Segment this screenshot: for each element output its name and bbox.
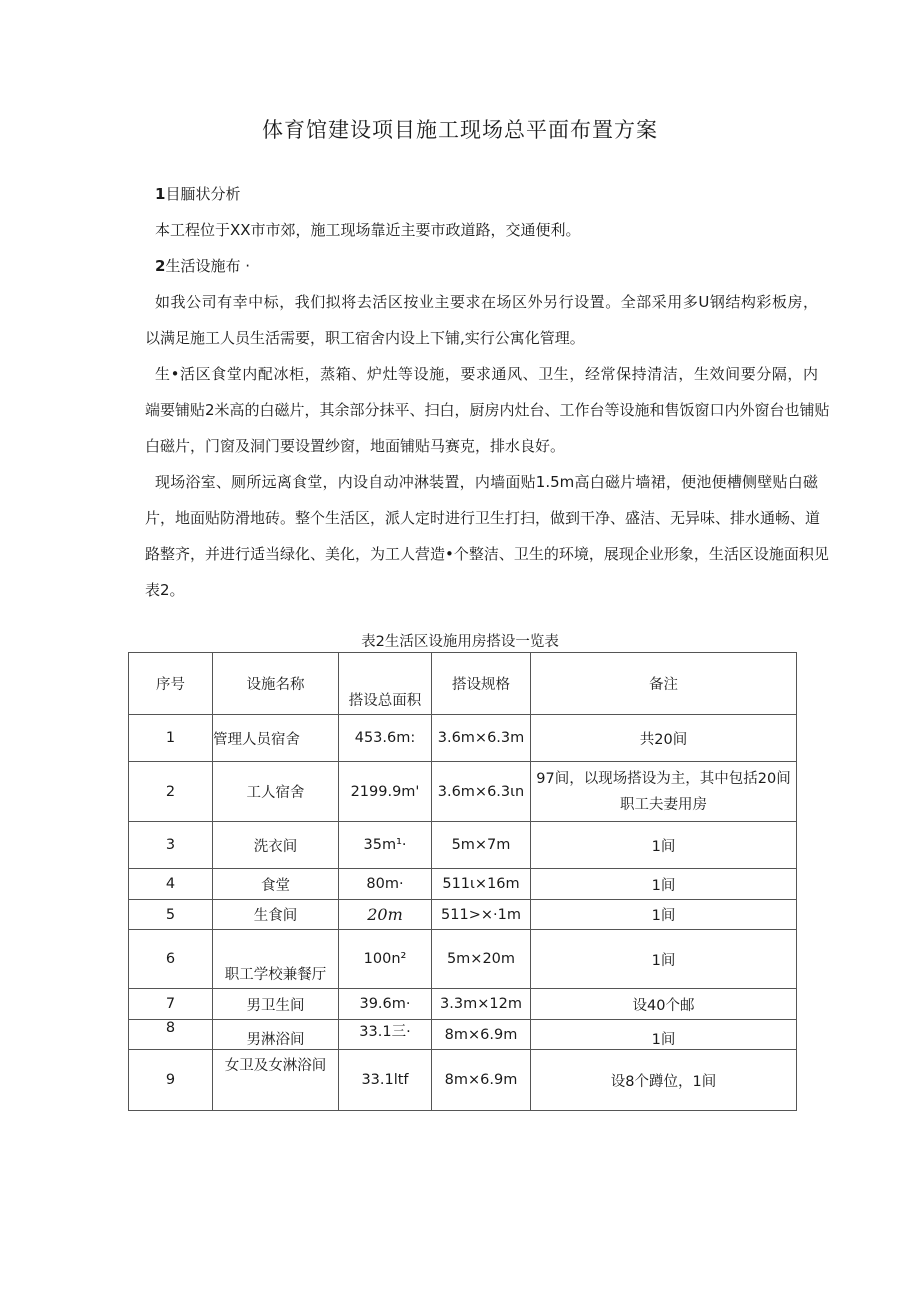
document-title: 体育馆建设项目施工现场总平面布置方案 [262, 118, 658, 142]
table-row [129, 869, 797, 900]
cell-index: 9 [129, 1050, 213, 1111]
table-row [129, 900, 797, 930]
table-row [129, 822, 797, 869]
cell-index: 2 [129, 762, 213, 822]
cell-index: 1 [129, 715, 213, 762]
cell-index: 4 [129, 869, 213, 900]
table-row [129, 930, 797, 989]
cell-name: 工人宿舍 [213, 762, 339, 822]
section-1-text: 本工程位于XX市市郊，施工现场靠近主要市政道路，交通便利。 [155, 221, 581, 239]
cell-spec: 3.6m×6.3m [432, 715, 531, 762]
section-title: 生活设施布 · [165, 257, 250, 275]
cell-area: 39.6m· [339, 989, 432, 1020]
cell-note: 1间 [531, 900, 797, 930]
cell-area: 100n² [339, 930, 432, 989]
section-heading-2 [155, 256, 818, 276]
cell-index: 6 [129, 930, 213, 989]
cell-spec: 511ι×16m [432, 869, 531, 900]
cell-area: 453.6m: [339, 715, 432, 762]
cell-spec: 5m×7m [432, 822, 531, 869]
cell-note: 1间 [531, 869, 797, 900]
paragraph-line: 端要铺贴2米高的白磁片，其余部分抹平、扫白，厨房内灶台、工作台等设施和售饭窗口内外窗台也铺贴 [145, 401, 830, 419]
paragraph-line: 片，地面贴防滑地砖。整个生活区，派人定时进行卫生打扫，做到干净、盛洁、无异味、排水通畅、道 [145, 509, 821, 527]
header-cell: 序号 [129, 653, 213, 715]
cell-note: 1间 [531, 930, 797, 989]
paragraph-line: 如我公司有幸中标，我们拟将去活区按业主要求在场区外另行设置。全部采用多U钢结构彩板房， [155, 293, 818, 311]
cell-index: 8 [129, 1020, 213, 1050]
cell-name: 男卫生间 [213, 989, 339, 1020]
cell-index: 3 [129, 822, 213, 869]
cell-area: 2199.9m' [339, 762, 432, 822]
cell-note: 设40个邮 [531, 989, 797, 1020]
header-cell: 搭设规格 [432, 653, 531, 715]
table-row [129, 715, 797, 762]
cell-index: 5 [129, 900, 213, 930]
cell-spec: 3.6m×6.3ιn [432, 762, 531, 822]
cell-area: 35m¹· [339, 822, 432, 869]
section-number: 1 [155, 185, 166, 203]
cell-name: 食堂 [213, 869, 339, 900]
cell-area: 80m· [339, 869, 432, 900]
header-cell: 备注 [531, 653, 797, 715]
cell-name: 洗衣间 [213, 822, 339, 869]
paragraph-line: 表2。 [145, 581, 185, 599]
cell-area: 33.1ltf [339, 1050, 432, 1111]
paragraph-line: 路整齐，并进行适当绿化、美化，为工人营造•个整洁、卫生的环境，展现企业形象，生活区设施面积见 [145, 545, 829, 563]
cell-area: 33.1三· [339, 1020, 432, 1050]
cell-spec: 3.3m×12m [432, 989, 531, 1020]
section-title: 目腼状分析 [165, 185, 241, 203]
table-row [129, 762, 797, 822]
table-caption: 表2生活区设施用房搭设一览表 [361, 634, 559, 650]
cell-spec: 8m×6.9m [432, 1020, 531, 1050]
cell-area: 20m [339, 900, 432, 930]
cell-note: 1间 [531, 822, 797, 869]
cell-note: 97间，以现场搭设为主，其中包括20间职工夫妻用房 [531, 762, 797, 822]
section-number: 2 [155, 257, 166, 275]
paragraph-line: 白磁片，门窗及洞门要设置纱窗，地面铺贴马赛克，排水良好。 [145, 437, 566, 455]
cell-name: 管理人员宿舍 [213, 715, 339, 762]
cell-note: 1间 [531, 1020, 797, 1050]
table-header-row [129, 653, 797, 715]
cell-spec: 5m×20m [432, 930, 531, 989]
cell-spec: 8m×6.9m [432, 1050, 531, 1111]
cell-name: 男淋浴间 [213, 1020, 339, 1050]
table-row [129, 989, 797, 1020]
cell-name: 生食间 [213, 900, 339, 930]
paragraph-line: 以满足施工人员生活需要，职工宿舍内设上下铺,实行公寓化管理。 [145, 329, 585, 347]
paragraph-line: 现场浴室、厕所远离食堂，内设自动冲淋装置，内墙面贴1.5m高白磁片墙裙，便池便槽侧壁贴白磁 [155, 473, 818, 491]
cell-note: 共20间 [531, 715, 797, 762]
cell-spec: 511>×·1m [432, 900, 531, 930]
facilities-table [128, 652, 797, 1111]
header-cell: 搭设总面积 [339, 653, 432, 715]
cell-name: 职工学校兼餐厅 [213, 930, 339, 989]
section-heading-1 [155, 184, 818, 204]
cell-name: 女卫及女淋浴间 [213, 1050, 339, 1111]
table-row [129, 1020, 797, 1050]
cell-note: 设8个蹲位，1间 [531, 1050, 797, 1111]
header-cell: 设施名称 [213, 653, 339, 715]
cell-index: 7 [129, 989, 213, 1020]
table-row [129, 1050, 797, 1111]
paragraph-line: 生•活区食堂内配冰柜，蒸箱、炉灶等设施，要求通风、卫生，经常保持清洁，生效间要分隔，内 [155, 365, 818, 383]
